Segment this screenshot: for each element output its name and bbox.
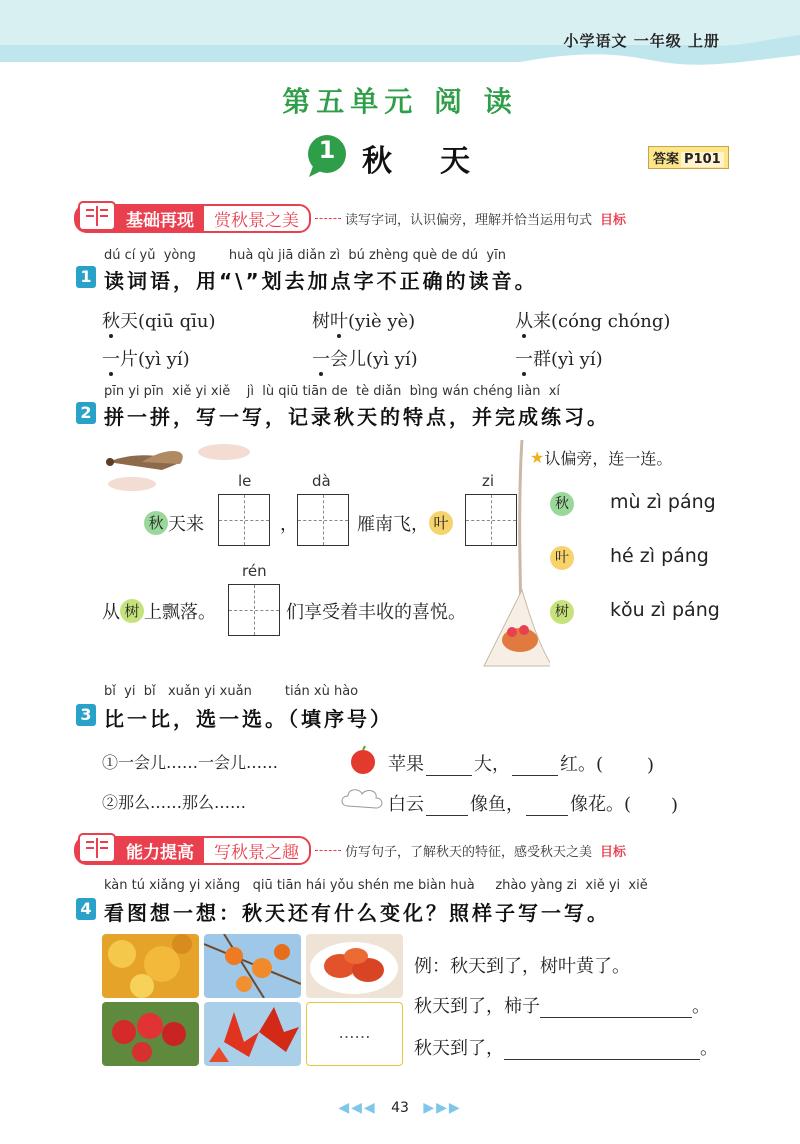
lesson-number: 1 [318, 136, 336, 164]
q4-text: 看图想一想：秋天还有什么变化？照样子写一写。 [104, 901, 610, 925]
q2-pinyin: pīn yi pīn xiě yi xiě jì lù qiū tiān de tè diǎn bìng wán chéng liàn xí [104, 384, 561, 399]
q1-item-1: 秋天(qiū qīu) [102, 311, 216, 332]
answer-page: P101 [681, 152, 724, 167]
q1-text: 读词语，用“\”划去加点字不正确的读音。 [104, 269, 538, 293]
star-icon: ★ [530, 448, 545, 467]
q2-line-1a: 秋 天来 [144, 510, 204, 536]
writing-box-le[interactable] [218, 494, 270, 546]
box-pinyin-ren: rén [242, 562, 267, 580]
answer-reference [648, 146, 729, 169]
box-pinyin-le: le [238, 472, 252, 490]
blank[interactable] [526, 815, 568, 816]
book-icon [78, 198, 116, 232]
q1-pinyin: dú cí yǔ yòng huà qù jiā diǎn zì bú zhèng què de dú yīn [104, 248, 506, 263]
goose-illustration [102, 440, 252, 494]
answer-label: 答案 [653, 152, 680, 167]
q4-sentence-1: 秋天到了，柿子 。 [414, 996, 710, 1017]
q2-number: 2 [76, 402, 96, 424]
box-pinyin-zi: zi [482, 472, 495, 490]
q3-option-1: ①一会儿……一会儿…… [102, 753, 279, 772]
q1-item-5: 一会儿(yì yí) [312, 349, 418, 370]
book-icon [78, 830, 116, 864]
blank[interactable] [426, 815, 468, 816]
circle-shu: 树 [120, 599, 144, 623]
unit-title: 第五单元 阅 读 [282, 85, 518, 118]
radical-name-2[interactable]: hé zì páng [610, 545, 709, 567]
banner-subtitle: 写秋景之趣 [202, 836, 311, 865]
radicals-title: ★ 认偏旁，连一连。 [530, 448, 673, 468]
q3-sentence-1: 苹果 大， 红。( ) [388, 754, 655, 776]
next-arrows-icon: ▶▶▶ [423, 1100, 462, 1116]
banner-label: 能力提高 [74, 836, 202, 865]
circle-ye: 叶 [429, 511, 453, 535]
book-header: 小学语文 一年级 上册 [563, 32, 720, 50]
q1-item-6: 一群(yì yí) [515, 349, 603, 370]
q4-pinyin: kàn tú xiǎng yi xiǎng qiū tiān hái yǒu shén me biàn huà zhào yàng zi xiě yi xiě [104, 878, 648, 893]
apple-icon [348, 745, 378, 775]
section-banner-basic [74, 204, 626, 233]
ginkgo-leaves-photo [102, 934, 199, 998]
q2-text: 拼一拼，写一写，记录秋天的特点，并完成练习。 [104, 405, 610, 429]
prev-arrows-icon: ◀◀◀ [338, 1100, 377, 1116]
box-pinyin-da: dà [312, 472, 331, 490]
cloud-icon [340, 786, 384, 812]
page-footer [0, 1100, 800, 1116]
section-goal: 读写字词，认识偏旁，理解并恰当运用句式 [345, 213, 593, 228]
q2-comma: ， [280, 514, 298, 535]
radical-name-1[interactable]: mù zì páng [610, 491, 716, 513]
blank[interactable] [426, 775, 472, 776]
q3-option-2: ②那么……那么…… [102, 793, 247, 812]
answer-line[interactable] [504, 1059, 700, 1060]
lesson-title: 秋天 [362, 144, 518, 179]
radical-char-ye[interactable]: 叶 [550, 546, 574, 570]
blank-photo-placeholder: …… [306, 1002, 403, 1066]
goal-tag: 目标 [600, 845, 627, 860]
section-goal: 仿写句子，了解秋天的特征，感受秋天之美 [345, 845, 593, 860]
q4-example: 例：秋天到了，树叶黄了。 [414, 956, 630, 977]
radical-char-shu[interactable]: 树 [550, 600, 574, 624]
radical-char-qiu[interactable]: 秋 [550, 492, 574, 516]
q4-number: 4 [76, 898, 96, 920]
q3-text: 比一比，选一选。（填序号） [104, 707, 393, 731]
q1-item-2: 树叶(yiè yè) [312, 311, 416, 332]
q2-line-2b: 们享受着丰收的喜悦。 [286, 602, 466, 623]
ribbon-basket-illustration [482, 440, 550, 672]
apples-photo [102, 1002, 199, 1066]
q2-line-2a: 从 树 上飘落。 [102, 598, 216, 624]
writing-box-ren[interactable] [228, 584, 280, 636]
q3-pinyin: bǐ yi bǐ xuǎn yi xuǎn tián xù hào [104, 684, 359, 699]
persimmon-tree-photo [204, 934, 301, 998]
writing-box-da[interactable] [297, 494, 349, 546]
crabs-plate-photo [306, 934, 403, 998]
q3-sentence-2: 白云 像鱼， 像花。( ) [388, 794, 679, 816]
q2-line-1b: 雁南飞， 叶 [357, 510, 453, 536]
banner-label: 基础再现 [74, 204, 202, 233]
q3-number: 3 [76, 704, 96, 726]
answer-line[interactable] [540, 1017, 692, 1018]
q1-item-4: 一片(yì yí) [102, 349, 190, 370]
section-banner-improve [74, 836, 626, 865]
goal-tag: 目标 [600, 213, 627, 228]
q1-item-3: 从来(cóng chóng) [515, 311, 671, 332]
blank[interactable] [512, 775, 558, 776]
page-number: 43 [391, 1100, 409, 1116]
banner-subtitle: 赏秋景之美 [202, 204, 311, 233]
circle-qiu: 秋 [144, 511, 168, 535]
radical-name-3[interactable]: kǒu zì páng [610, 599, 720, 621]
q1-number: 1 [76, 266, 96, 288]
maple-leaves-photo [204, 1002, 301, 1066]
q4-sentence-2: 秋天到了， 。 [414, 1038, 718, 1059]
